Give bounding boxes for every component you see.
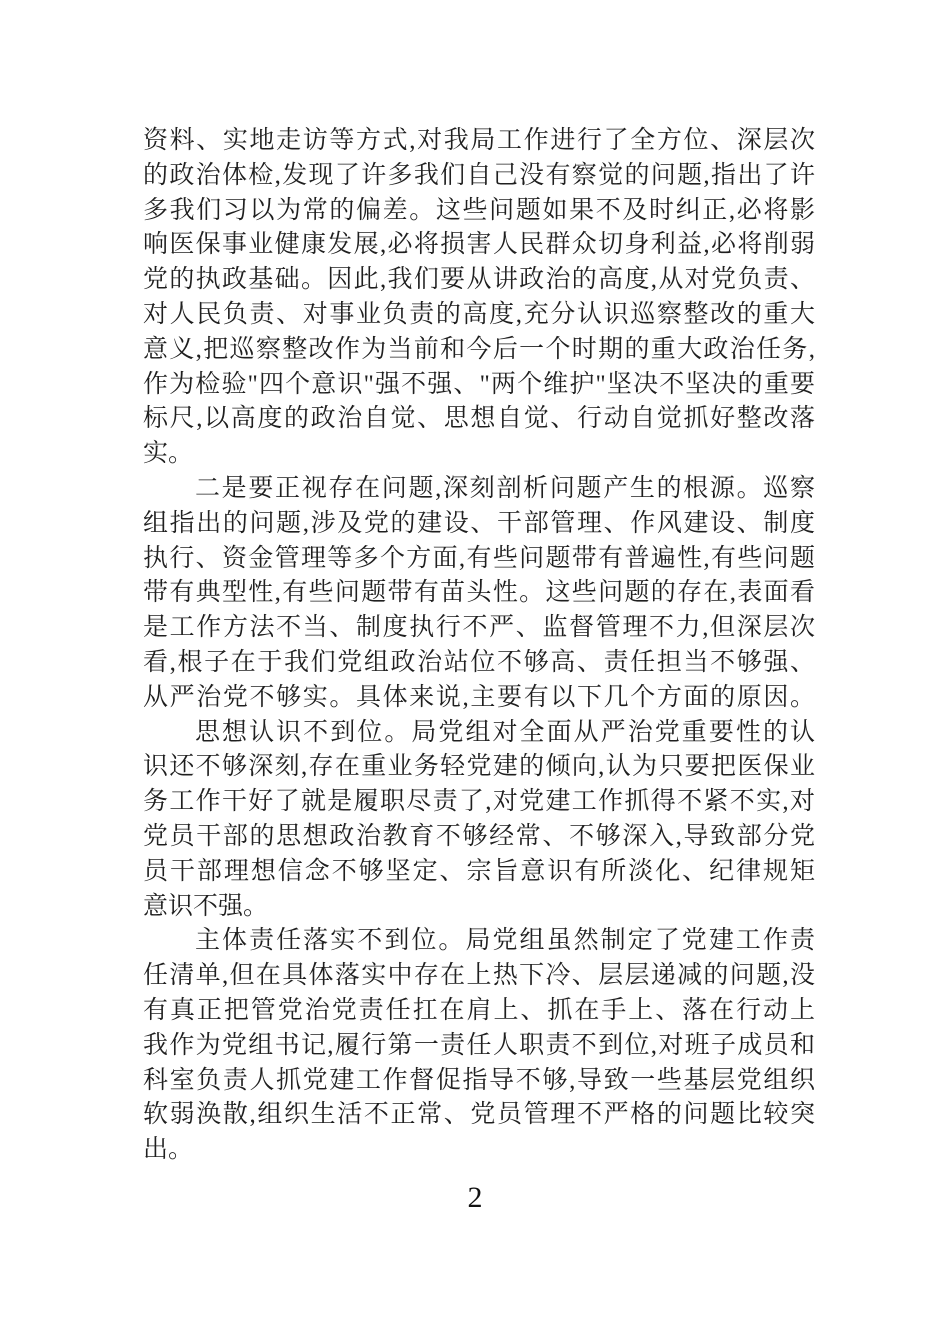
text-line: 务工作干好了就是履职尽责了,对党建工作抓得不紧不实,对 xyxy=(143,788,815,816)
text-line: 主体责任落实不到位。局党组虽然制定了党建工作责 xyxy=(195,927,815,955)
text-line: 党的执政基础。因此,我们要从讲政治的高度,从对党负责、 xyxy=(143,266,815,294)
text-line: 二是要正视存在问题,深刻剖析问题产生的根源。巡察 xyxy=(195,474,815,502)
text-line: 标尺,以高度的政治自觉、思想自觉、行动自觉抓好整改落 xyxy=(143,405,815,433)
text-line: 的政治体检,发现了许多我们自己没有察觉的问题,指出了许 xyxy=(143,161,815,189)
text-line: 党员干部的思想政治教育不够经常、不够深入,导致部分党 xyxy=(143,822,815,850)
text-line: 识还不够深刻,存在重业务轻党建的倾向,认为只要把医保业 xyxy=(143,753,815,781)
text-line: 我作为党组书记,履行第一责任人职责不到位,对班子成员和 xyxy=(143,1031,815,1059)
text-line: 有真正把管党治党责任扛在肩上、抓在手上、落在行动上 xyxy=(143,996,815,1024)
text-line: 看,根子在于我们党组政治站位不够高、责任担当不够强、 xyxy=(143,648,815,676)
text-line: 执行、资金管理等多个方面,有些问题带有普遍性,有些问题 xyxy=(143,544,815,572)
text-line: 软弱涣散,组织生活不正常、党员管理不严格的问题比较突 xyxy=(143,1101,815,1129)
text-line: 作为检验"四个意识"强不强、"两个维护"坚决不坚决的重要 xyxy=(143,370,815,398)
text-line: 科室负责人抓党建工作督促指导不够,导致一些基层党组织 xyxy=(143,1066,815,1094)
text-line: 从严治党不够实。具体来说,主要有以下几个方面的原因。 xyxy=(143,683,815,711)
text-line: 组指出的问题,涉及党的建设、干部管理、作风建设、制度 xyxy=(143,509,815,537)
text-line: 意识不强。 xyxy=(143,892,269,920)
text-line: 员干部理想信念不够坚定、宗旨意识有所淡化、纪律规矩 xyxy=(143,857,815,885)
page-number: 2 xyxy=(467,1181,483,1214)
text-line: 意义,把巡察整改作为当前和今后一个时期的重大政治任务, xyxy=(143,335,815,363)
text-line: 带有典型性,有些问题带有苗头性。这些问题的存在,表面看 xyxy=(143,579,815,607)
text-line: 实。 xyxy=(143,440,194,468)
document-body xyxy=(143,124,815,1168)
text-line: 思想认识不到位。局党组对全面从严治党重要性的认 xyxy=(195,718,815,746)
text-line: 对人民负责、对事业负责的高度,充分认识巡察整改的重大 xyxy=(143,300,815,328)
text-line: 响医保事业健康发展,必将损害人民群众切身利益,必将削弱 xyxy=(143,231,815,259)
text-line: 任清单,但在具体落实中存在上热下冷、层层递减的问题,没 xyxy=(143,962,815,990)
text-line: 是工作方法不当、制度执行不严、监督管理不力,但深层次 xyxy=(143,614,815,642)
text-line: 多我们习以为常的偏差。这些问题如果不及时纠正,必将影 xyxy=(143,196,815,224)
text-line: 资料、实地走访等方式,对我局工作进行了全方位、深层次 xyxy=(143,127,815,154)
text-line: 出。 xyxy=(143,1136,194,1164)
